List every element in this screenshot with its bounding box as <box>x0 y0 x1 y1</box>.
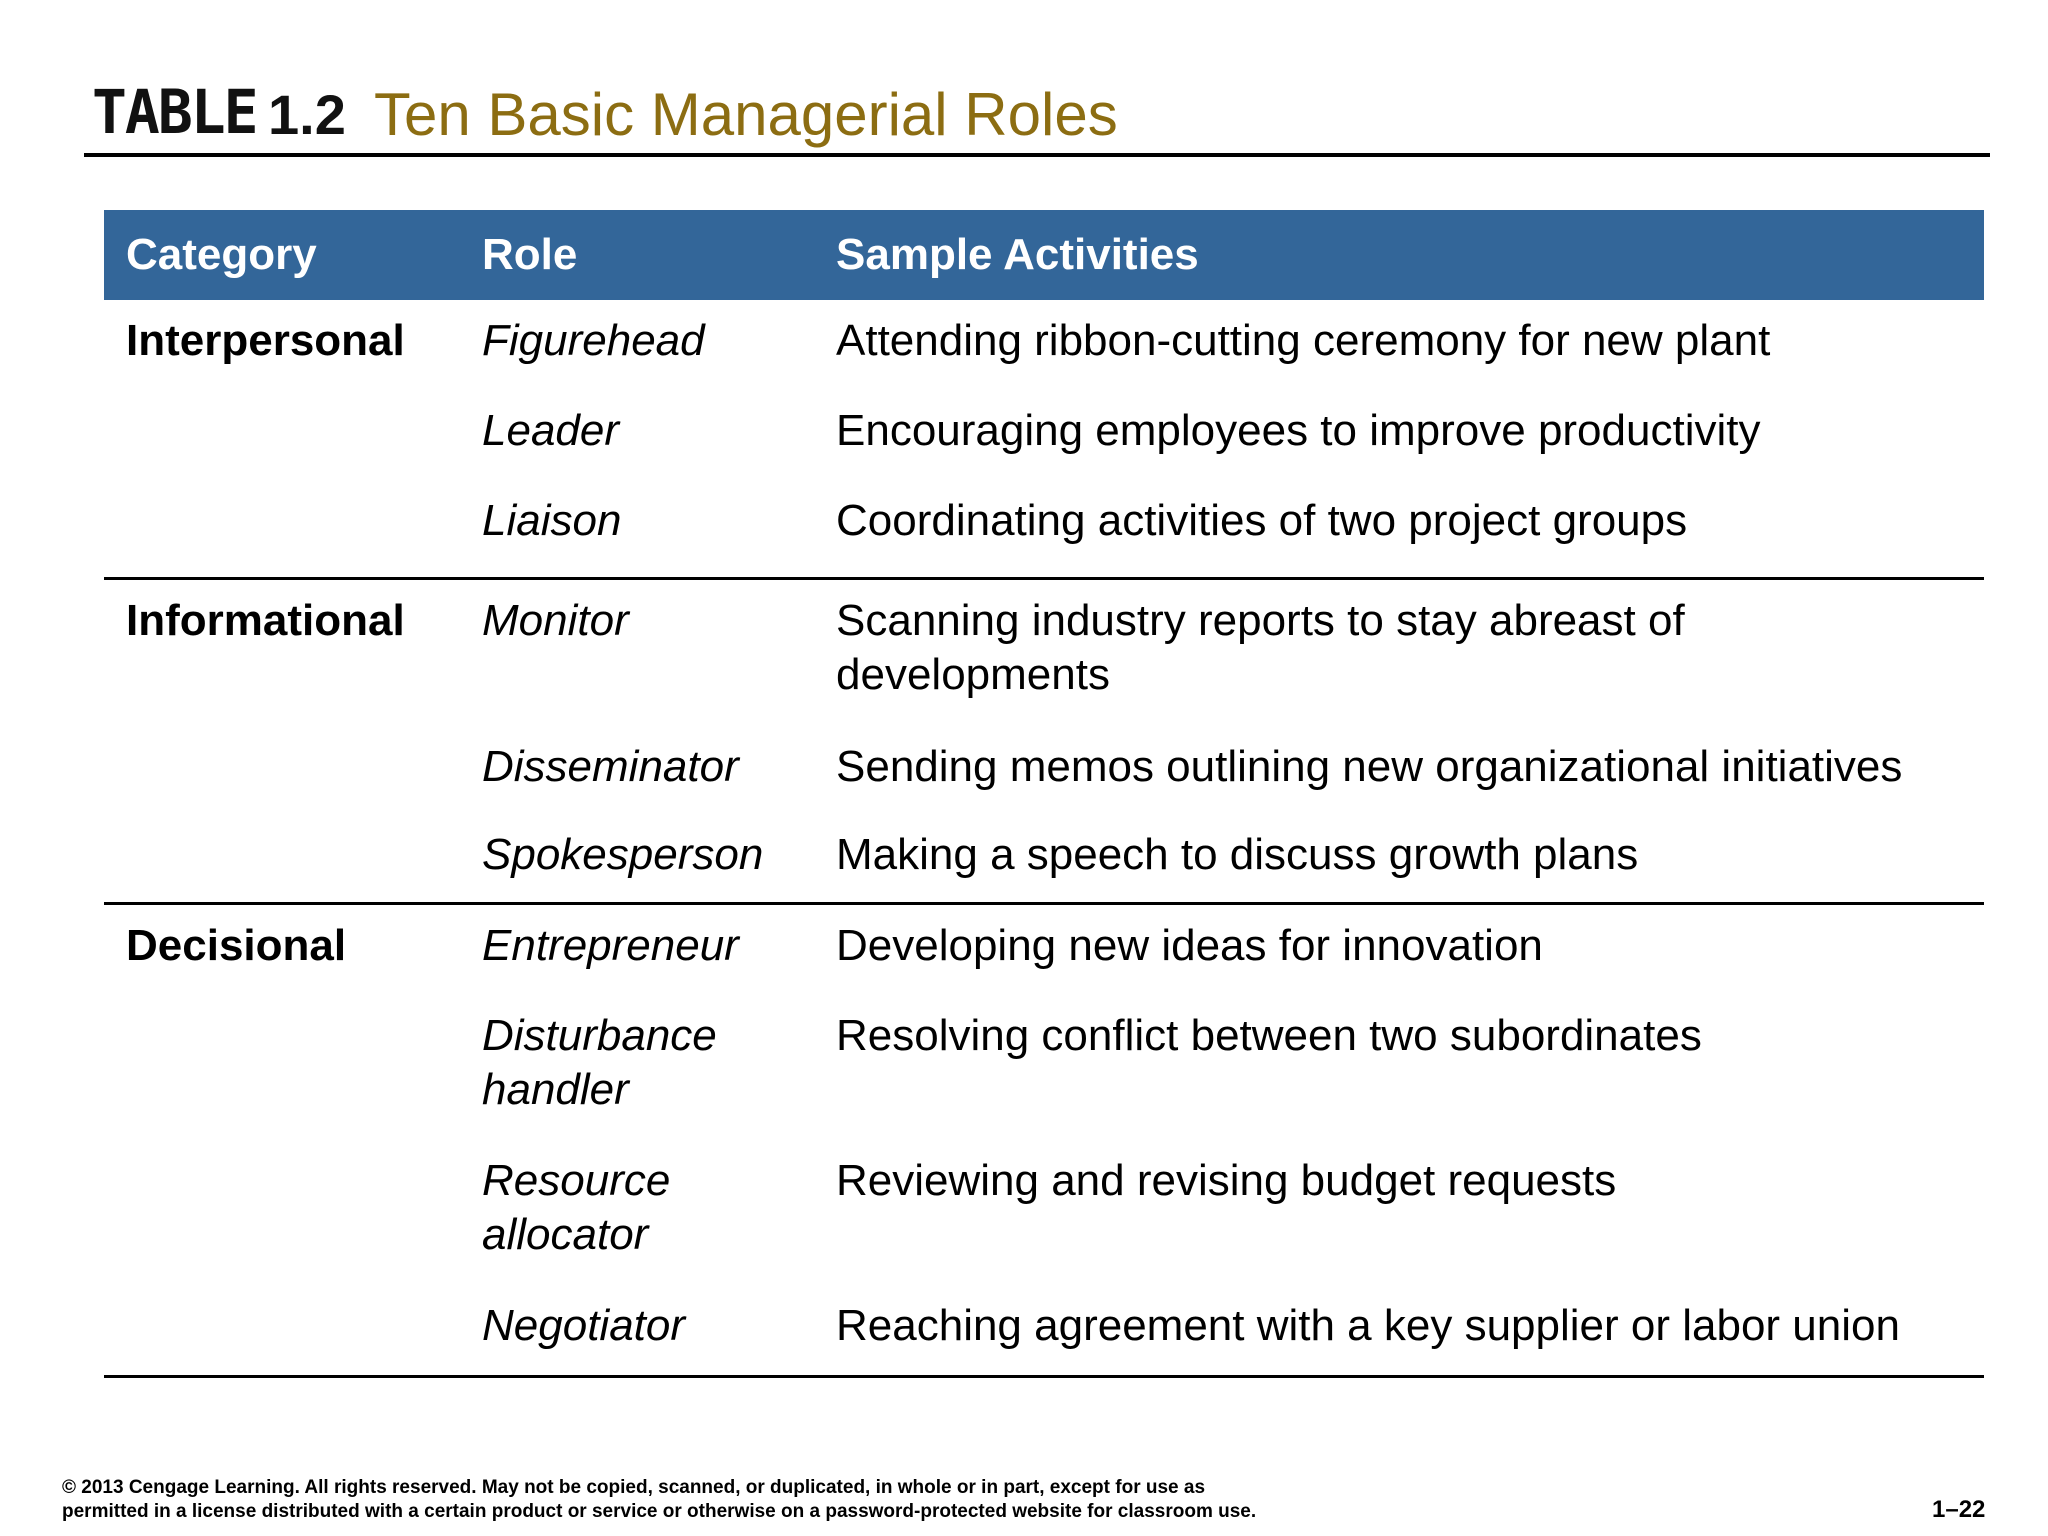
title-divider <box>84 153 1990 157</box>
table-row <box>104 300 1984 390</box>
role-cell: Monitor <box>482 596 629 645</box>
table-title <box>88 72 1988 156</box>
role-cell: Disseminator <box>482 742 739 791</box>
category-cell: Interpersonal <box>126 316 405 365</box>
group-informational <box>104 580 1984 905</box>
header-category: Category <box>126 230 317 279</box>
copyright-notice <box>62 1476 1256 1524</box>
category-cell: Decisional <box>126 921 347 970</box>
role-cell: Negotiator <box>482 1301 686 1350</box>
role-cell: Liaison <box>482 496 622 545</box>
table-row <box>104 726 1984 814</box>
activity-cell: Reviewing and revising budget requests <box>836 1156 1617 1205</box>
copyright-line-1: © 2013 Cengage Learning. All rights reserved. May not be copied, scanned, or duplicated, in whole or in part, except for use as <box>62 1477 1206 1498</box>
role-cell: Leader <box>482 406 620 455</box>
table-row <box>104 814 1984 902</box>
table-row <box>104 390 1984 480</box>
activity-cell: Making a speech to discuss growth plans <box>836 830 1639 879</box>
role-cell: Spokesperson <box>482 830 764 879</box>
activity-cell: Encouraging employees to improve productivity <box>836 406 1761 455</box>
table-row <box>104 1140 1984 1285</box>
header-role: Role <box>482 230 578 279</box>
role-cell: Resource allocator <box>482 1156 671 1259</box>
group-interpersonal <box>104 300 1984 580</box>
table-header <box>104 210 1984 300</box>
activity-cell: Reaching agreement with a key supplier or labor union <box>836 1301 1900 1350</box>
activity-cell: Resolving conflict between two subordinates <box>836 1011 1702 1060</box>
table-row <box>104 580 1984 726</box>
role-cell: Disturbance handler <box>482 1011 717 1114</box>
table-number: 1.2 <box>268 83 346 146</box>
table-row <box>104 480 1984 570</box>
group-decisional <box>104 905 1984 1378</box>
table-row <box>104 995 1984 1140</box>
page-number: 1–22 <box>1932 1496 1986 1523</box>
activity-cell: Scanning industry reports to stay abreast of developments <box>836 596 1685 699</box>
role-cell: Entrepreneur <box>482 921 739 970</box>
managerial-roles-table <box>104 210 1984 1378</box>
table-row <box>104 905 1984 995</box>
table-label: TABLE <box>92 76 257 148</box>
copyright-line-2: permitted in a license distributed with a certain product or service or otherwise on a password-protected website for classroom use. <box>62 1501 1257 1522</box>
activity-cell: Sending memos outlining new organizational initiatives <box>836 742 1903 791</box>
activity-cell: Coordinating activities of two project groups <box>836 496 1688 545</box>
role-cell: Figurehead <box>482 316 705 365</box>
activity-cell: Attending ribbon-cutting ceremony for new plant <box>836 316 1771 365</box>
header-activities: Sample Activities <box>836 230 1199 279</box>
category-cell: Informational <box>126 596 405 645</box>
table-title-text: Ten Basic Managerial Roles <box>374 81 1118 148</box>
activity-cell: Developing new ideas for innovation <box>836 921 1543 970</box>
table-row <box>104 1285 1984 1375</box>
